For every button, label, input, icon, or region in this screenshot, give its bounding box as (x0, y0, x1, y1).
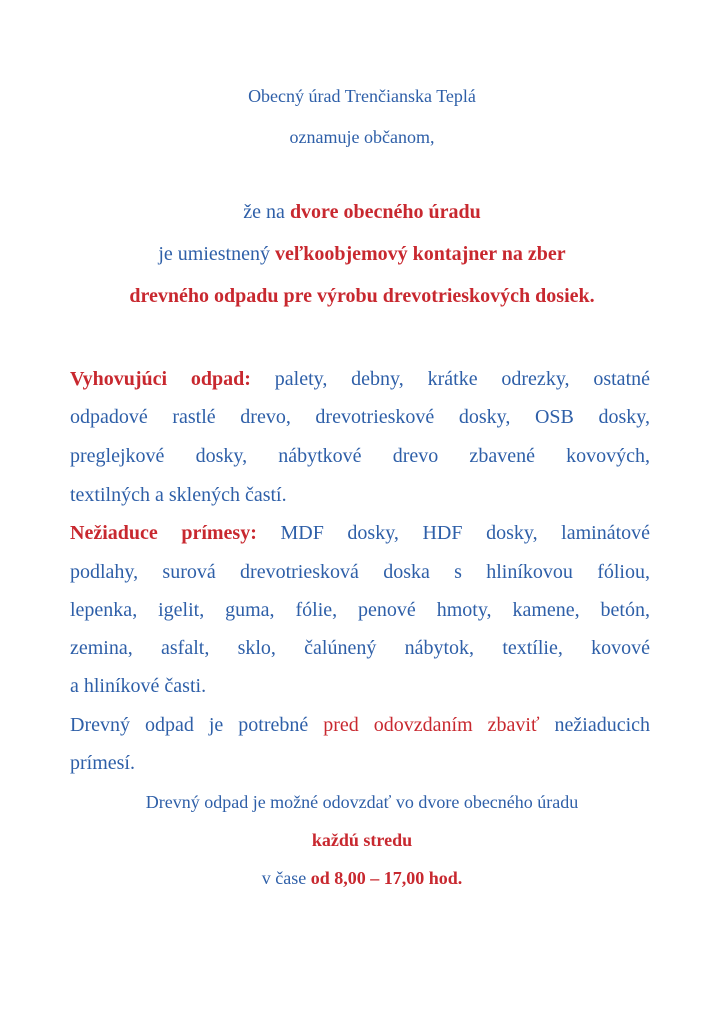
schedule-time-prefix: v čase (261, 868, 311, 888)
schedule-line-1: Drevný odpad je možné odovzdať vo dvore obecného úradu (145, 792, 579, 812)
note-line-1 (70, 714, 650, 737)
suitable-text: palety, debny, krátke odrezky, ostatné (274, 368, 650, 390)
note-text: Drevný odpad je potrebné (70, 714, 324, 736)
announcement-line-2 (0, 243, 724, 266)
unwanted-line-5: a hliníkové časti. (70, 675, 207, 697)
suitable-line-3: preglejkové dosky, nábytkové drevo zbavené kovových, (70, 445, 650, 467)
suitable-line-1 (70, 368, 650, 391)
unwanted-label: Nežiaduce prímesy: (70, 522, 257, 544)
note-text-end: nežiaducich (539, 714, 651, 736)
unwanted-line-4: zemina, asfalt, sklo, čalúnený nábytok, textílie, kovové (70, 637, 650, 659)
schedule-hours: od 8,00 – 17,00 hod. (310, 868, 463, 888)
suitable-label: Vyhovujúci odpad: (70, 368, 251, 390)
announcement-text: je umiestnený (158, 243, 275, 265)
note-highlight: pred odovzdaním zbaviť (323, 714, 540, 736)
announcement-line-1 (0, 201, 724, 224)
announcement-highlight: dvore obecného úradu (289, 201, 481, 223)
suitable-line-2: odpadové rastlé drevo, drevotrieskové dosky, OSB dosky, (70, 406, 650, 428)
schedule-day: každú stredu (311, 830, 413, 850)
announcement-line-3: drevného odpadu pre výrobu drevotrieskových dosiek. (129, 285, 595, 307)
suitable-line-4: textilných a sklených častí. (70, 484, 287, 506)
announcement-highlight: veľkoobjemový kontajner na zber (274, 243, 566, 265)
unwanted-line-1 (70, 522, 650, 545)
office-name: Obecný úrad Trenčianska Teplá (248, 86, 476, 106)
schedule-time-line (0, 868, 724, 889)
note-line-2: prímesí. (70, 752, 135, 774)
unwanted-line-2: podlahy, surová drevotriesková doska s hliníkovou fóliou, (70, 561, 650, 583)
unwanted-line-3: lepenka, igelit, guma, fólie, penové hmoty, kamene, betón, (70, 599, 650, 621)
announce-intro: oznamuje občanom, (289, 127, 435, 147)
unwanted-text: MDF dosky, HDF dosky, laminátové (280, 522, 651, 544)
announcement-text: že na (243, 201, 290, 223)
